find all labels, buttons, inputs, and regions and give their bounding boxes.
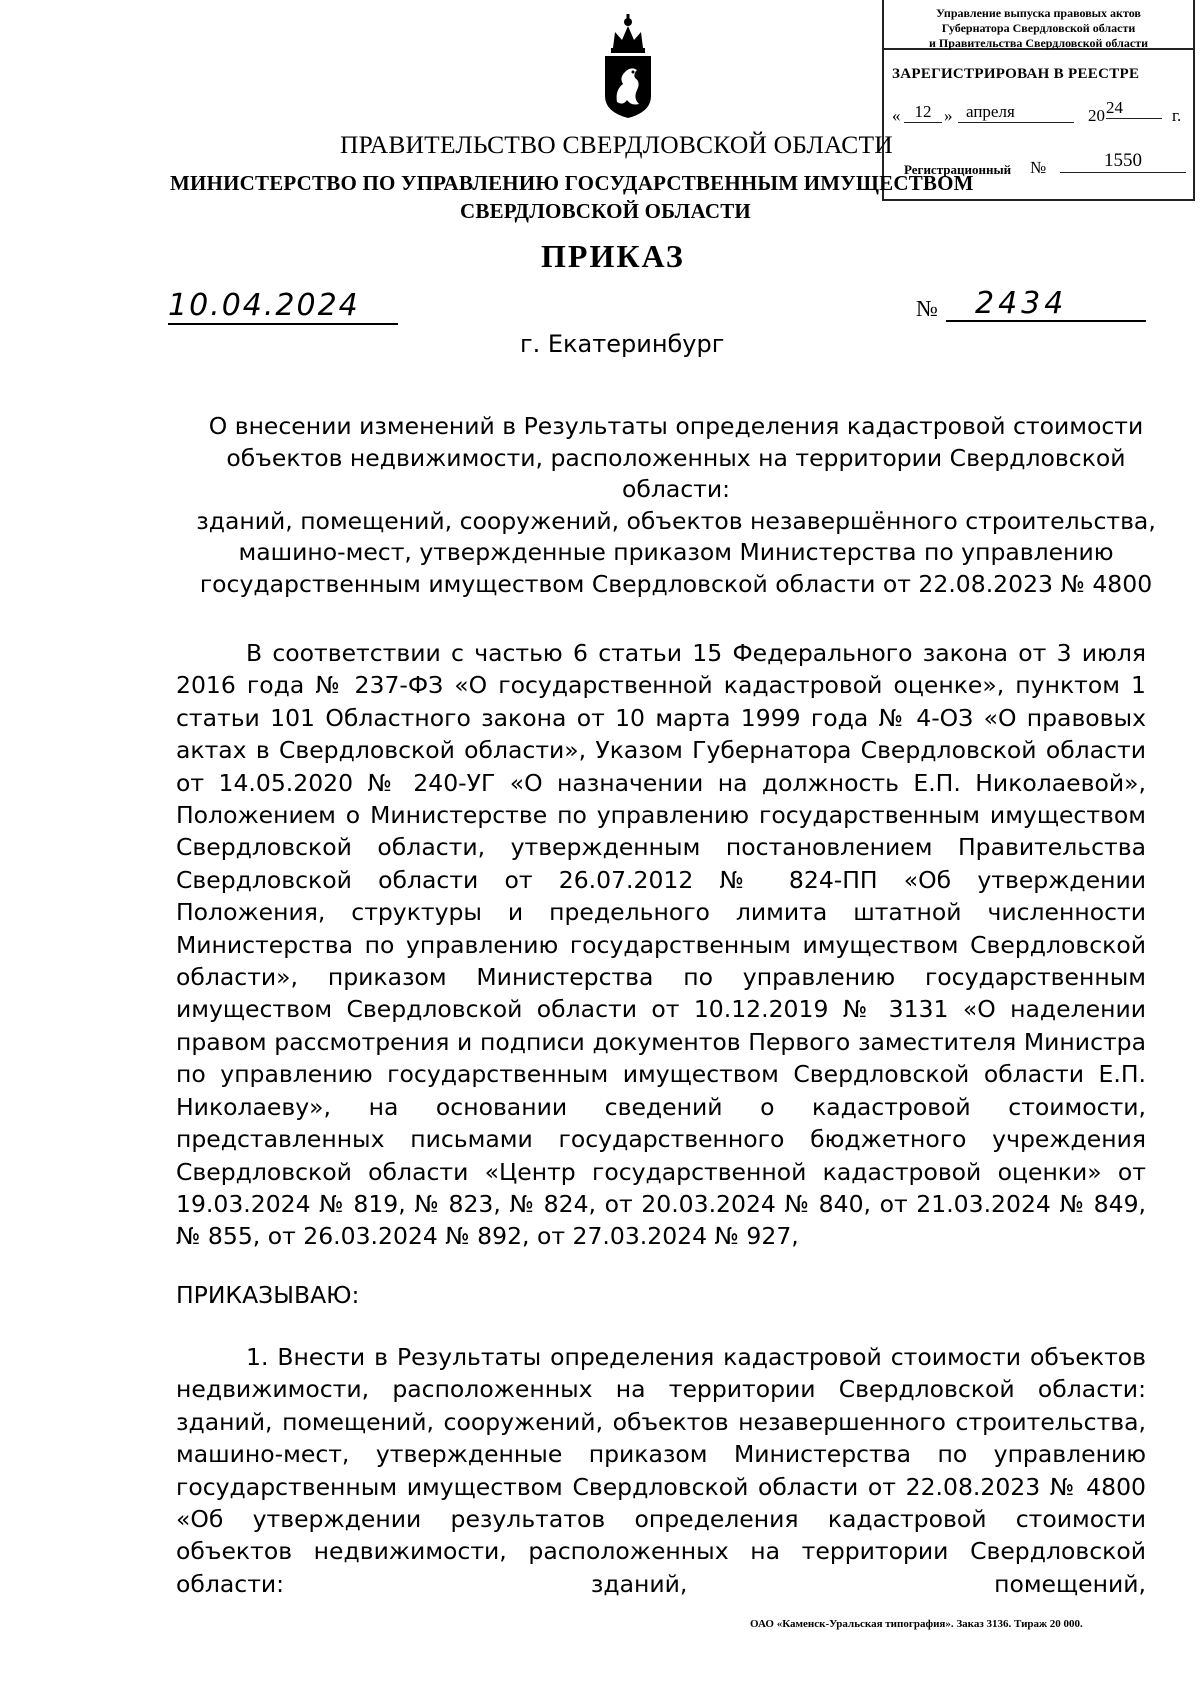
printer-imprint: ОАО «Каменск-Уральская типография». Заказ 3136. Тираж 20 000. (750, 1618, 1083, 1630)
stamp-registered-label: ЗАРЕГИСТРИРОВАН В РЕЕСТРЕ (892, 66, 1140, 82)
ministry-title-line-1: МИНИСТЕРСТВО ПО УПРАВЛЕНИЮ ГОСУДАРСТВЕННЫМ ИМУЩЕСТВОМ (170, 171, 974, 195)
stamp-quote-open: « (892, 106, 901, 125)
document-type: ПРИКАЗ (541, 238, 685, 274)
ministry-title-line-2: СВЕРДЛОВСКОЙ ОБЛАСТИ (460, 199, 751, 223)
title-line: машино-мест, утвержденные приказом Министерства по управлению (238, 538, 1114, 566)
stamp-day: 12 (904, 102, 942, 123)
stamp-quote-close: » (944, 106, 953, 125)
order-word: ПРИКАЗЫВАЮ: (176, 1281, 360, 1309)
title-line: государственным имуществом Свердловской области от 22.08.2023 № 4800 (199, 569, 1153, 598)
stamp-num-sign: № (1030, 158, 1047, 177)
order-number-label: № (916, 296, 938, 321)
stamp-year-prefix: 20 (1088, 106, 1105, 125)
city: г. Екатеринбург (520, 330, 725, 358)
stamp-year-unit: г. (1172, 106, 1182, 125)
stamp-header-line: и Правительства Свердловской области (929, 36, 1148, 50)
government-title: ПРАВИТЕЛЬСТВО СВЕРДЛОВСКОЙ ОБЛАСТИ (340, 130, 893, 159)
stamp-date-row (892, 98, 1189, 128)
title-line: зданий, помещений, сооружений, объектов незавершённого строительства, (196, 506, 1156, 535)
clause-1-text: 1. Внести в Результаты определения кадастровой стоимости объектов недвижимости, расположенных на территории Свердловской области: зданий, помещений, сооружений, объектов незавершенного строительства, машино-мест, утвержденные приказом Министерства по управлению государственным имуществом Свердловской области от 22.08.2023 № 4800 «Об утверждении результатов определения кадастровой стоимости объектов недвижимости, расположенных на территории Свердловской области: зданий, помещений, (176, 1343, 1146, 1598)
date-underline (168, 323, 398, 325)
document-title (176, 411, 1176, 600)
stamp-header (884, 0, 1193, 50)
title-line: О внесении изменений в Результаты определения кадастровой стоимости (208, 412, 1144, 440)
order-number: 2434 (975, 286, 1068, 321)
number-underline (946, 320, 1146, 322)
stamp-header-line: Губернатора Свердловской области (941, 21, 1136, 35)
stamp-reg-label: Регистрационный (904, 162, 1012, 177)
preamble-text: В соответствии с частью 6 статьи 15 Федерального закона от 3 июля 2016 года № 237-ФЗ «О государственной кадастровой оценке», пунктом 1 статьи 101 Областного закона от 10 марта 1999 года № 4-ОЗ «О правовых актах в Свердловской области», Указом Губернатора Свердловской области от 14.05.2020 № 240-УГ «О назначении на должность Е.П. Николаевой», Положением о Министерстве по управлению государственным имуществом Свердловской области, утвержденным постановлением Правительства Свердловской области от 26.07.2012 № 824-ПП «Об утверждении Положения, структуры и предельного лимита штатной численности Министерства по управлению государственным имуществом Свердловской области», приказом Министерства по управлению государственным имуществом Свердловской области от 10.12.2019 № 3131 «О наделении правом рассмотрения и подписи документов Первого заместителя Министра по управлению государственным имуществом Свердловской области Е.П. Николаеву», на основании сведений о кадастровой стоимости, представленных письмами государственного бюджетного учреждения Свердловской области «Центр государственной кадастровой оценки» от 19.03.2024 № 819, № 823, № 824, от 20.03.2024 № 840, от 21.03.2024 № 849, № 855, от 26.03.2024 № 892, от 27.03.2024 № 927, (176, 639, 1146, 1251)
coat-of-arms-icon (593, 12, 663, 120)
stamp-header-line: Управление выпуска правовых актов (936, 6, 1141, 20)
preamble-paragraph (176, 637, 1146, 1253)
stamp-reg-number: 1550 (1060, 150, 1186, 173)
stamp-month: апреля (958, 102, 1074, 123)
order-date: 10.04.2024 (168, 288, 360, 323)
stamp-year-suffix: 24 (1106, 98, 1162, 119)
title-line: объектов недвижимости, расположенных на территории Свердловской области: (226, 443, 1126, 503)
clause-1-paragraph (176, 1341, 1146, 1600)
